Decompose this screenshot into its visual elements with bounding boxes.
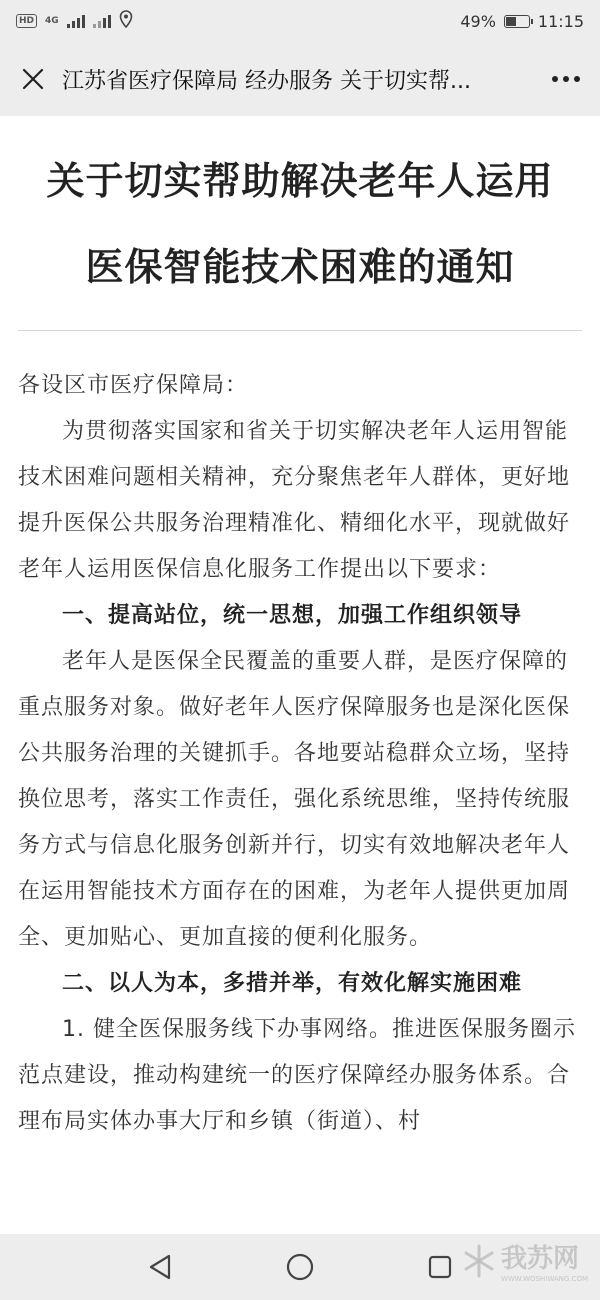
article-title-line-2: 医保智能技术困难的通知 [85,245,515,289]
article-body [18,363,582,1145]
signal-icon-2 [93,14,111,28]
watermark-subtext: WWW.WOSHIWANG.COM [500,1275,588,1283]
nav-bar [0,42,600,116]
section-heading-1: 一、提高站位，统一思想，加强工作组织领导 [62,603,523,628]
signal-icon [67,14,85,28]
section-heading-2: 二、以人为本，多措并举，有效化解实施困难 [62,971,523,996]
location-icon [119,10,133,32]
network-type: 4G [45,16,59,26]
home-button[interactable] [280,1247,320,1287]
clock: 11:15 [537,11,584,31]
paragraph-section-1: 老年人是医保全民覆盖的重要人群，是医疗保障的重点服务对象。做好老年人医疗保障服务也是深化医保公共服务治理的关键抓手。各地要站稳群众立场，坚持换位思考，落实工作责任，强化系统思维，坚持传统服务方式与信息化服务创新并行，切实有效地解决老年人在运用智能技术方面存在的困难，为老年人提供更加周全、更加贴心、更加直接的便利化服务。 [18,649,571,950]
system-nav-bar [0,1234,600,1300]
watermark-text: 我苏网 [500,1244,579,1274]
article-content[interactable] [0,116,600,1234]
battery-icon [504,15,530,28]
back-button[interactable] [140,1247,180,1287]
close-button[interactable] [18,64,48,94]
recent-square-icon [427,1254,453,1280]
page-title: 江苏省医疗保障局 经办服务 关于切实帮... [62,68,471,94]
salutation: 各设区市医疗保障局： [18,373,249,398]
paragraph-intro: 为贯彻落实国家和省关于切实解决老年人运用智能技术困难问题相关精神，充分聚焦老年人群体，更好地提升医保公共服务治理精准化、精细化水平，现就做好老年人运用医保信息化服务工作提出以下要求： [18,419,571,582]
back-triangle-icon [147,1253,173,1281]
article-title-line-1: 关于切实帮助解决老年人运用 [46,159,554,203]
recent-apps-button[interactable] [420,1247,460,1287]
home-circle-icon [285,1252,315,1282]
close-icon [22,68,44,90]
battery-fill [506,17,516,26]
paragraph-section-2-item-1: 1. 健全医保服务线下办事网络。推进医保服务圈示范点建设，推动构建统一的医疗保障经办服务体系。合理布局实体办事大厅和乡镇（街道）、村 [18,1017,576,1134]
status-left [16,10,133,32]
status-right [460,12,584,31]
more-button[interactable] [546,64,586,94]
article-title [18,138,582,310]
battery-percent: 49% [460,11,496,31]
title-divider [18,330,582,331]
status-bar [0,0,600,42]
hd-icon: HD [16,14,37,28]
more-dots-icon [551,75,581,83]
